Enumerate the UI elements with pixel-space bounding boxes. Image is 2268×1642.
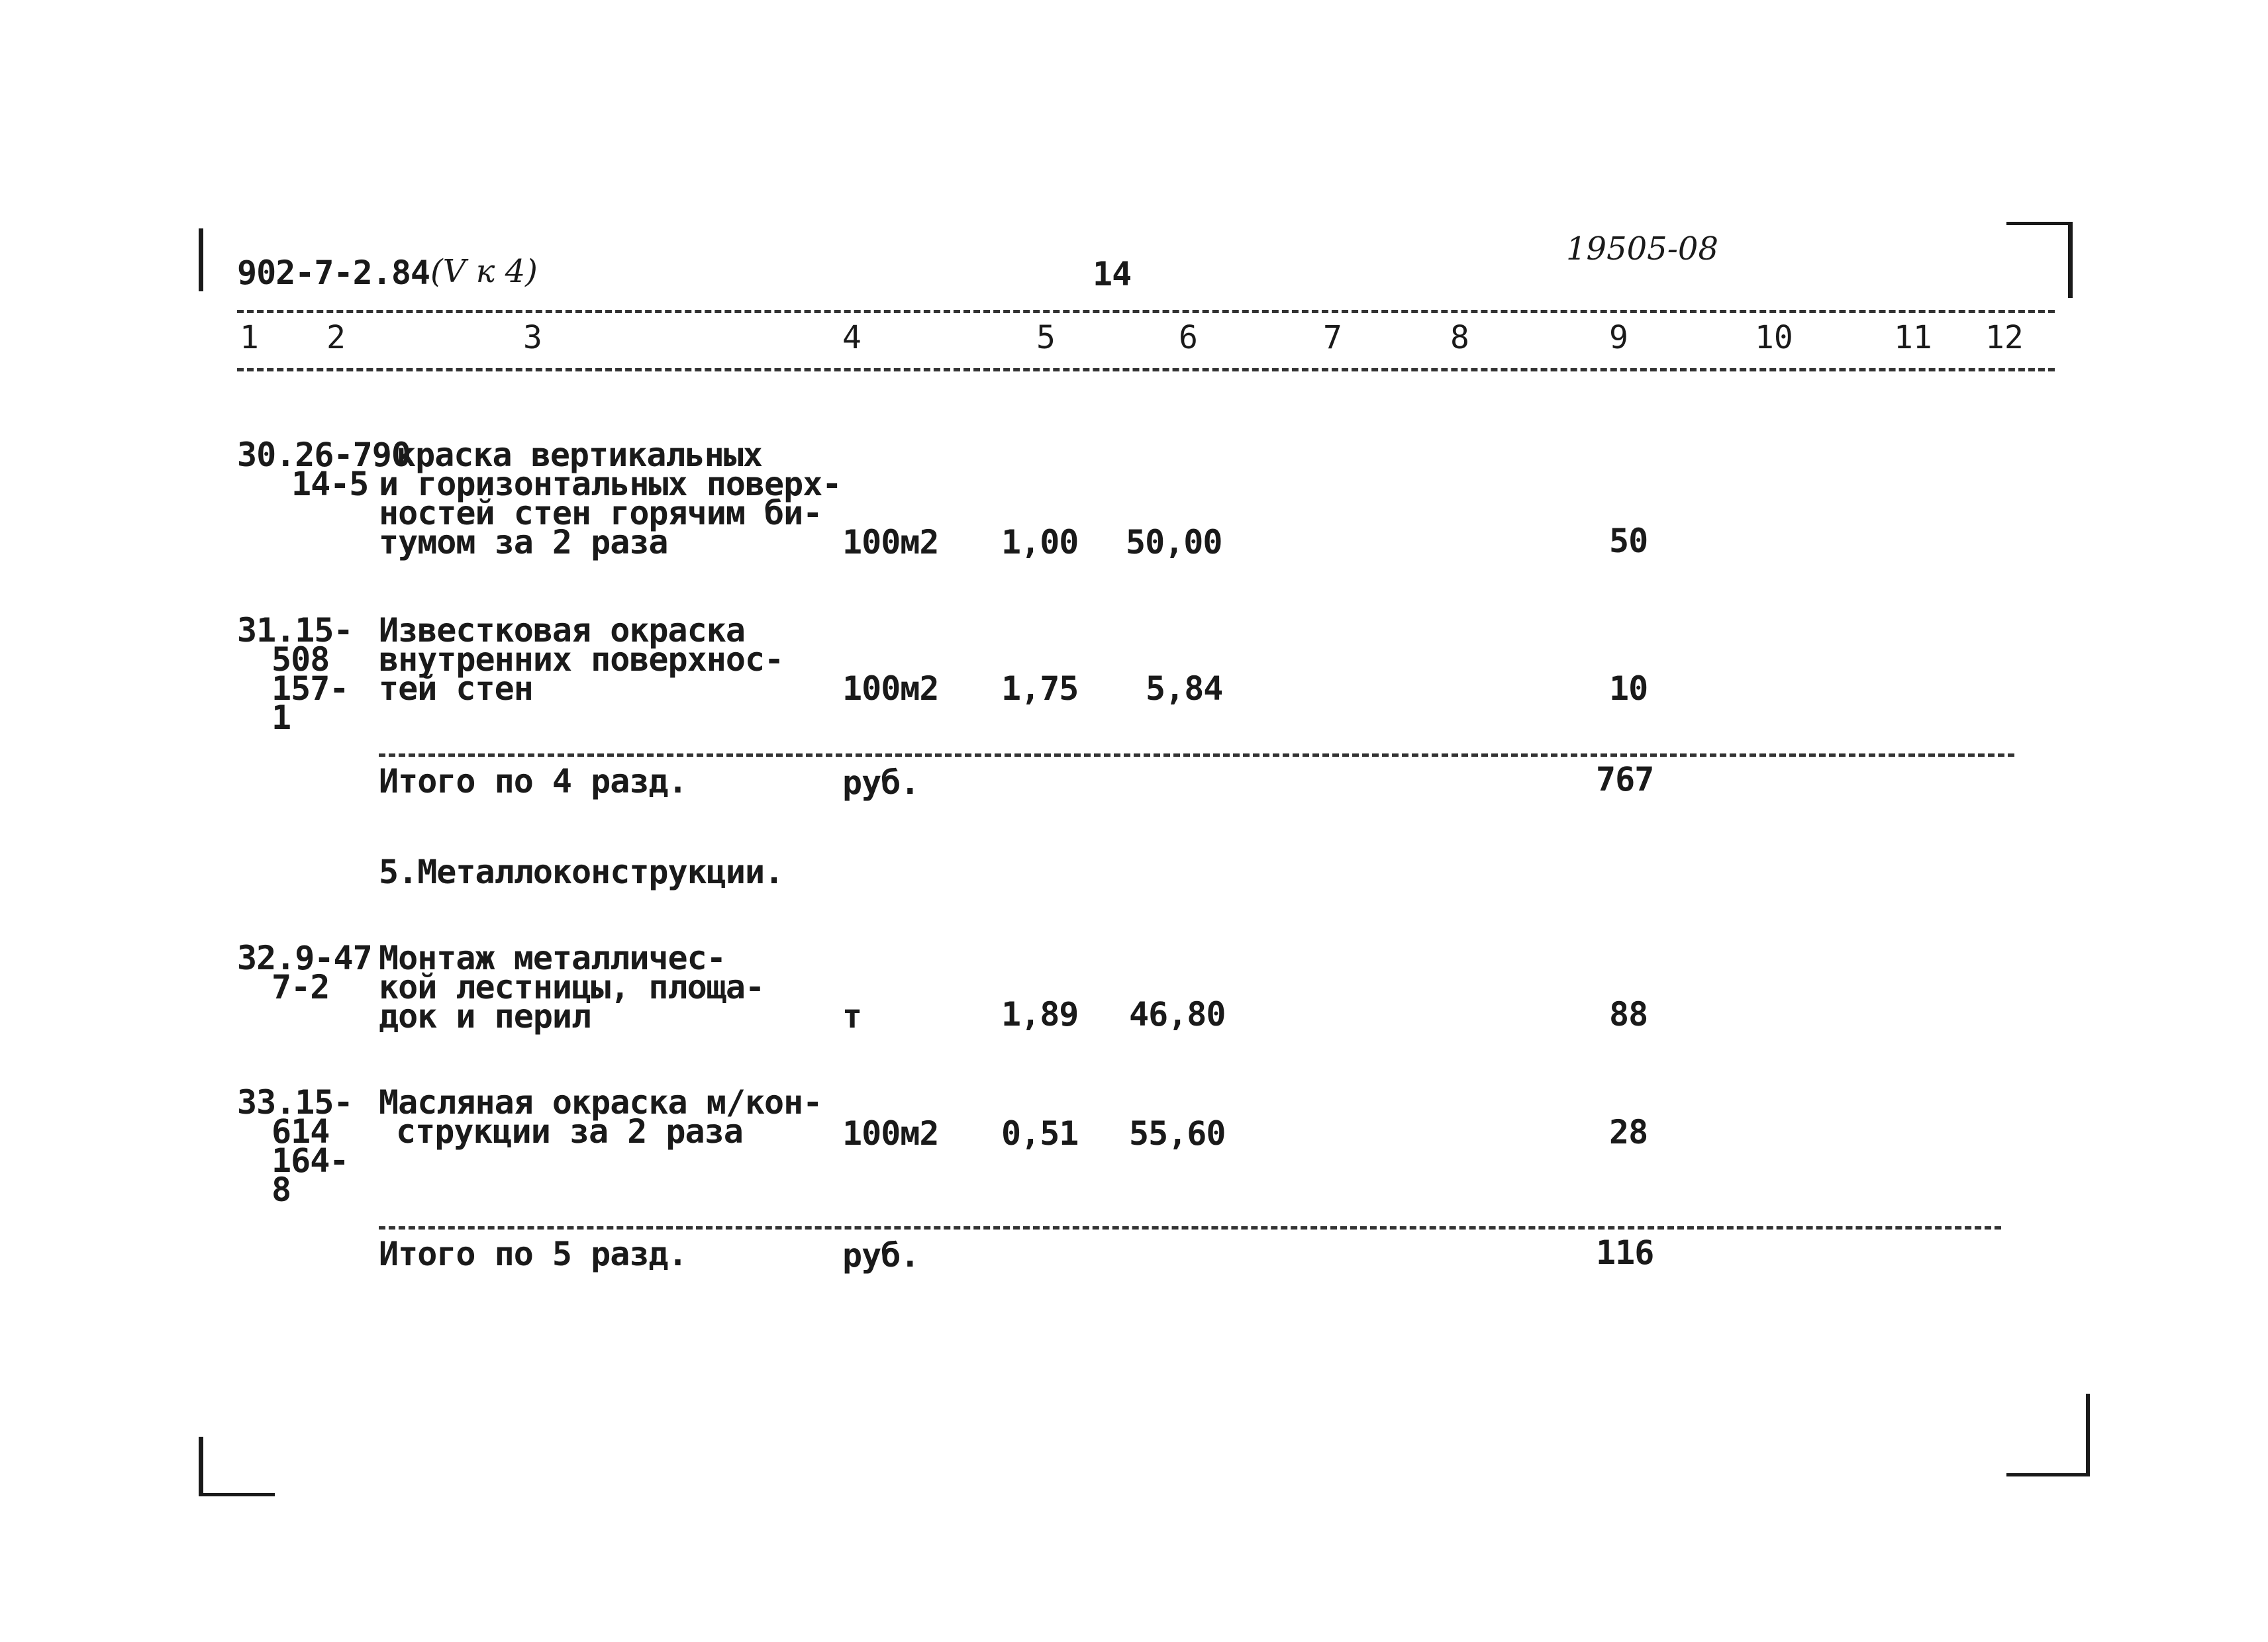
- subtotal-label: Итого по 5 разд.: [379, 1235, 687, 1273]
- document-code: 902-7-2.84: [237, 254, 430, 292]
- row-description-line: Монтаж металличес-: [379, 939, 726, 977]
- column-number: 7: [1323, 319, 1342, 356]
- page-number: 14: [1093, 255, 1132, 293]
- column-number: 1: [240, 319, 259, 356]
- row-price: 55,60: [1129, 1114, 1226, 1153]
- subtotal-rule: [379, 1226, 2001, 1230]
- row-code-line: 7-2: [271, 968, 330, 1006]
- row-code-line: 32.9-47: [237, 939, 372, 977]
- frame-right-bottom-tick: [2006, 1473, 2089, 1476]
- row-code-line: 30.26-790: [237, 436, 411, 474]
- subtotal-label: Итого по 4 разд.: [379, 762, 687, 800]
- frame-right-top-tick: [2006, 222, 2069, 225]
- frame-left-bottom-mark: [199, 1437, 203, 1496]
- column-number: 12: [1985, 319, 2024, 356]
- row-code-line: 508: [271, 640, 330, 679]
- row-total: 10: [1609, 669, 1648, 708]
- row-description-line: струкции за 2 раза: [396, 1112, 743, 1151]
- row-quantity: 0,51: [1001, 1114, 1079, 1153]
- column-number: 5: [1036, 319, 1056, 356]
- row-description-line: краска вертикальных: [396, 436, 762, 474]
- row-total: 88: [1609, 995, 1648, 1034]
- row-code-line: 1: [271, 699, 291, 737]
- row-description-line: тумом за 2 раза: [379, 523, 668, 561]
- row-code-line: 33.15-: [237, 1083, 353, 1122]
- row-description-line: кой лестницы, площа-: [379, 968, 765, 1006]
- row-code-line: 14-5: [291, 465, 369, 503]
- row-price: 50,00: [1126, 523, 1222, 561]
- row-description-line: Известковая окраска: [379, 611, 745, 650]
- row-description-line: Масляная окраска м/кон-: [379, 1083, 822, 1122]
- row-price: 5,84: [1146, 669, 1223, 708]
- column-number: 2: [326, 319, 346, 356]
- column-number: 10: [1755, 319, 1793, 356]
- header-top-rule: [237, 310, 2055, 313]
- frame-left-top-mark: [199, 228, 203, 291]
- frame-right-bottom-mark: [2086, 1394, 2090, 1476]
- subtotal-unit: руб.: [842, 1236, 920, 1275]
- subtotal-total: 767: [1596, 760, 1654, 798]
- column-number: 3: [523, 319, 542, 356]
- row-quantity: 1,89: [1001, 995, 1079, 1034]
- column-number: 4: [842, 319, 862, 356]
- row-description-line: тей стен: [379, 669, 533, 708]
- row-description-line: док и перил: [379, 997, 591, 1036]
- header-bottom-rule: [237, 368, 2055, 371]
- row-code-line: 164-: [271, 1141, 349, 1180]
- row-description-line: и горизонтальных поверх-: [379, 465, 842, 503]
- row-total: 28: [1609, 1113, 1648, 1151]
- row-unit: 100м2: [842, 1114, 939, 1153]
- row-code-line: 614: [271, 1112, 330, 1151]
- column-number: 9: [1609, 319, 1628, 356]
- frame-left-bottom-tick: [199, 1493, 275, 1496]
- column-number: 11: [1894, 319, 1932, 356]
- row-quantity: 1,00: [1001, 523, 1079, 561]
- column-number: 6: [1179, 319, 1198, 356]
- sheet-code: 19505-08: [1566, 230, 1718, 267]
- row-unit: 100м2: [842, 669, 939, 708]
- section-title: 5.Металлоконструкции.: [379, 853, 784, 891]
- row-description-line: внутренних поверхнос-: [379, 640, 784, 679]
- subtotal-unit: руб.: [842, 763, 920, 802]
- row-price: 46,80: [1129, 995, 1226, 1034]
- row-code-line: 157-: [271, 669, 349, 708]
- row-total: 50: [1609, 522, 1648, 560]
- row-quantity: 1,75: [1001, 669, 1079, 708]
- frame-right-top-mark: [2068, 222, 2073, 298]
- row-code-line: 31.15-: [237, 611, 353, 650]
- volume-note: (Ⅴ к 4): [430, 253, 538, 290]
- column-number: 8: [1450, 319, 1469, 356]
- row-code-line: 8: [271, 1171, 291, 1209]
- row-unit: т: [842, 997, 862, 1036]
- row-description-line: ностей стен горячим би-: [379, 494, 822, 532]
- row-unit: 100м2: [842, 523, 939, 561]
- subtotal-rule: [379, 753, 2014, 757]
- subtotal-total: 116: [1596, 1233, 1654, 1272]
